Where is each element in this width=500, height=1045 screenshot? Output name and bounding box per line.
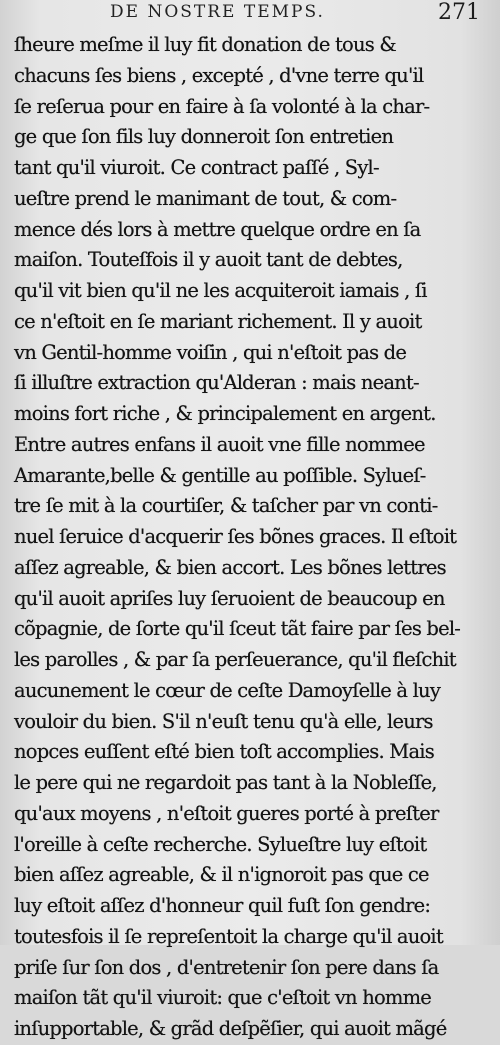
text-line: qu'il vit bien qu'il ne les acquiteroit iamais , ſi [14,279,427,302]
text-line: cõpagnie, de ſorte qu'il ſceut tãt faire par ſes bel- [14,617,461,641]
text-line: qu'aux moyens , n'eſtoit gueres porté à preſter [14,801,439,825]
text-line: maiſon tãt qu'il viuroit: que c'eſtoit vn homme [14,986,432,1010]
text-line: tant qu'il viuroit. Ce contract paſſé , Syl- [14,156,379,179]
text-line: vouloir du bien. S'il n'euſt tenu qu'à elle, leurs [14,709,433,733]
text-line: le pere qui ne regardoit pas tant à la Nobleſſe, [14,771,437,794]
text-line: Amarante,belle & gentille au poſſible. Sylueſ- [14,463,426,487]
text-line: aſſez agreable, & bien accort. Les bõnes lettres [14,555,446,579]
page-header [0,2,500,32]
text-line: tre ſe mit à la courtiſer, & taſcher par vn conti- [14,494,438,518]
text-line: toutesfois il ſe repreſentoit la charge qu'il auoit [14,924,443,948]
text-line: nopces euſſent eſté bien toſt accomplies. Mais [14,740,434,764]
text-line: ge que ſon fils luy donneroit ſon entretien [14,125,394,149]
text-line: mence dés lors à mettre quelque ordre en ſa [14,217,421,241]
text-line: ſheure meſme il luy fit donation de tous & [14,33,396,56]
text-line: nuel ſeruice d'acquerir ſes bõnes graces. Il eſtoit [14,525,457,548]
text-line: les parolles , & par ſa perſeuerance, qu'il fleſchit [14,648,456,671]
text-line: aucunement le cœur de ceſte Damoyſelle à luy [14,678,441,702]
text-line: ueſtre prend le manimant de tout, & com- [14,186,397,210]
text-line: vn Gentil-homme voiſin , qui n'eſtoit pas de [14,340,407,364]
text-line: priſe ſur ſon dos , d'entretenir ſon pere dans ſa [14,955,439,979]
text-line: chacuns ſes biens , excepté , d'vne terre qu'il [14,63,424,87]
text-line: moins fort riche , & principalement en argent. [14,402,436,425]
text-line: maiſon. Touteſfois il y auoit tant de debtes, [14,248,403,272]
text-line: ce n'eſtoit en ſe mariant richement. Il y auoit [14,309,422,333]
text-line: qu'il auoit apriſes luy ſeruoient de beaucoup en [14,586,445,610]
text-line: luy eſtoit aſſez d'honneur quil fuſt ſon gendre: [14,894,431,917]
text-line: ſe reſerua pour en faire à ſa volonté à la char- [14,94,430,118]
text-line: l'oreille à ceſte recherche. Sylueſtre luy eſtoit [14,832,427,856]
body-text [14,30,492,1045]
text-line: bien aſſez agreable, & il n'ignoroit pas que ce [14,863,429,887]
running-head: DE NOSTRE TEMPS. [110,2,325,22]
text-line: Entre autres enfans il auoit vne fille nommee [14,432,425,456]
text-line: inſupportable, & grãd deſpẽſier, qui auoit mãgé [14,1017,447,1040]
text-line: ſi illuſtre extraction qu'Alderan : mais neant- [14,371,419,395]
page-number: 271 [438,0,480,25]
